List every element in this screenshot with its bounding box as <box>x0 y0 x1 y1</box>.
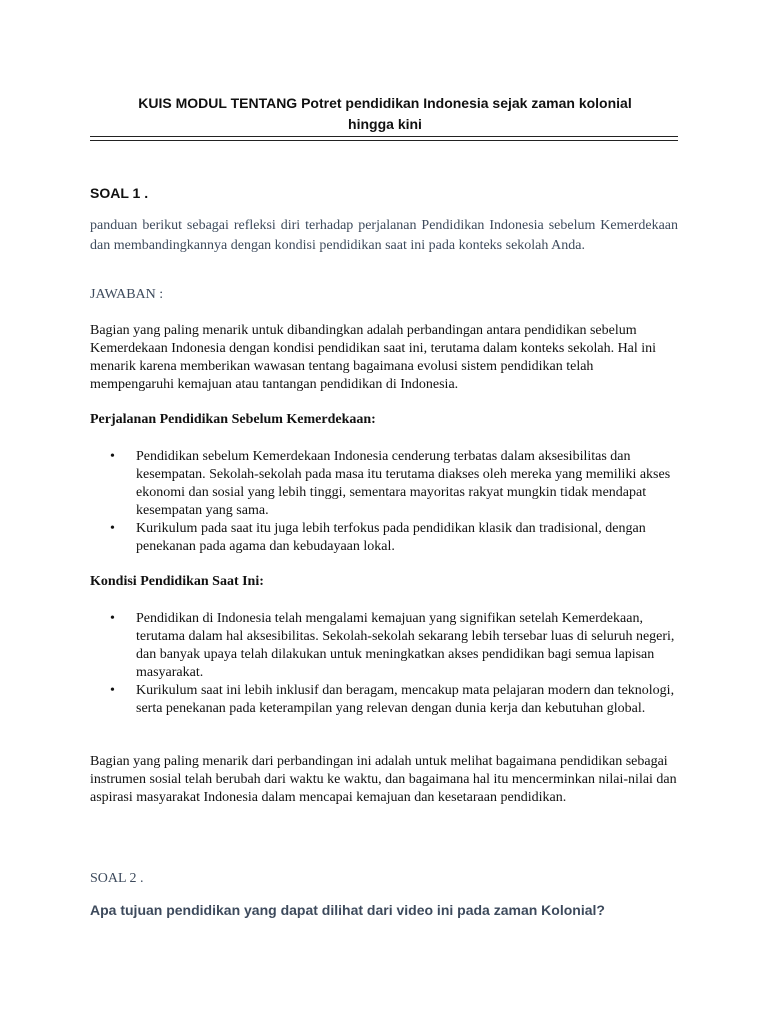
bullet-icon: • <box>110 449 115 464</box>
bullet-list-current-condition <box>90 610 678 718</box>
list-item-text: Pendidikan sebelum Kemerdekaan Indonesia cenderung terbatas dalam aksesibilitas dan kesempatan. Sekolah-sekolah pada masa itu terutama diakses oleh mereka yang memiliki akses ekonomi dan sosial yang lebih tinggi, sementara mayoritas rakyat mungkin tidak mendapat kesempatan yang sama. <box>136 449 671 518</box>
bullet-icon: • <box>110 611 115 626</box>
soal1-question: panduan berikut sebagai refleksi diri terhadap perjalanan Pendidikan Indonesia sebelum Kemerdekaan dan membandingkannya dengan kondisi pendidikan saat ini pada konteks sekolah Anda. <box>90 218 678 253</box>
list-item <box>90 610 678 682</box>
list-item <box>90 682 678 718</box>
soal2-question: Apa tujuan pendidikan yang dapat dilihat dari video ini pada zaman Kolonial? <box>90 902 605 918</box>
list-item <box>90 520 678 556</box>
answer-label: JAWABAN : <box>90 287 164 302</box>
title-divider-top <box>90 136 678 137</box>
document-title <box>90 93 680 135</box>
title-line-2: hingga kini <box>348 116 422 132</box>
bullet-icon: • <box>110 521 115 536</box>
section-heading-current-condition: Kondisi Pendidikan Saat Ini: <box>90 574 264 589</box>
soal1-label: SOAL 1 . <box>90 185 149 201</box>
section-heading-before-independence: Perjalanan Pendidikan Sebelum Kemerdekaan: <box>90 412 376 427</box>
list-item-text: Kurikulum saat ini lebih inklusif dan beragam, mencakup mata pelajaran modern dan teknologi, serta penekanan pada keterampilan yang relevan dengan dunia kerja dan kebutuhan global. <box>136 683 675 716</box>
soal2-label: SOAL 2 . <box>90 871 144 886</box>
answer-conclusion-paragraph: Bagian yang paling menarik dari perbandingan ini adalah untuk melihat bagaimana pendidikan sebagai instrumen sosial telah berubah dari waktu ke waktu, dan bagaimana hal itu mencerminkan nilai-nilai dan aspirasi masyarakat Indonesia dalam mencapai kemajuan dan kesetaraan pendidikan. <box>90 754 677 805</box>
list-item-text: Pendidikan di Indonesia telah mengalami kemajuan yang signifikan setelah Kemerdekaan, terutama dalam hal aksesibilitas. Sekolah-sekolah sekarang lebih tersebar luas di seluruh negeri, dan banyak upaya telah dilakukan untuk meningkatkan akses pendidikan bagi semua lapisan masyarakat. <box>136 611 675 680</box>
title-divider-bottom <box>90 140 678 141</box>
answer-intro-paragraph: Bagian yang paling menarik untuk dibandingkan adalah perbandingan antara pendidikan sebelum Kemerdekaan Indonesia dengan kondisi pendidikan saat ini, terutama dalam konteks sekolah. Hal ini menarik karena memberikan wawasan tentang bagaimana evolusi sistem pendidikan telah mempengaruhi kemajuan atau tantangan pendidikan di Indonesia. <box>90 323 657 392</box>
bullet-list-before-independence <box>90 448 678 556</box>
title-line-1: KUIS MODUL TENTANG Potret pendidikan Indonesia sejak zaman kolonial <box>138 95 632 111</box>
list-item <box>90 448 678 520</box>
list-item-text: Kurikulum pada saat itu juga lebih terfokus pada pendidikan klasik dan tradisional, dengan penekanan pada agama dan kebudayaan lokal. <box>136 521 646 554</box>
bullet-icon: • <box>110 683 115 698</box>
